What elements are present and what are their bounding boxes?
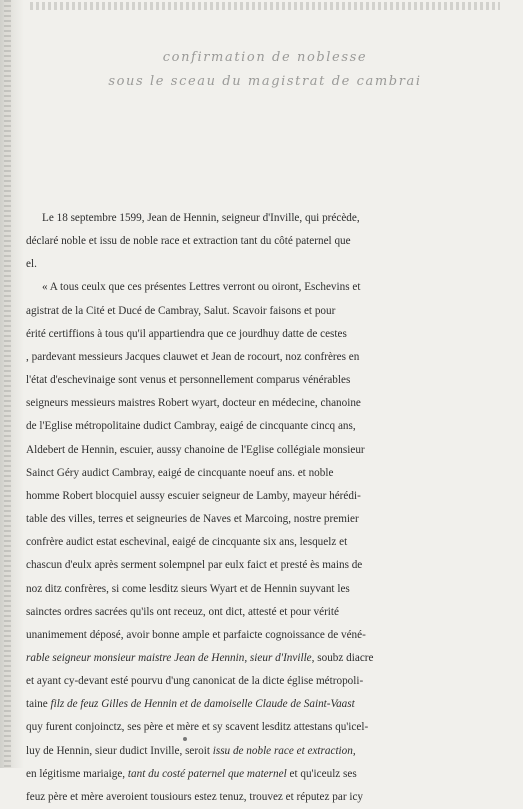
text-segment: luy de Hennin, sieur dudict Inville, seroit xyxy=(26,744,213,757)
text-segment: feuz père et mère averoient tousiours estez tenuz, trouvez et réputez par icy xyxy=(26,790,364,803)
text-line xyxy=(26,647,480,670)
text-segment: et qu'iceulz ses xyxy=(286,767,357,780)
text-line xyxy=(26,392,480,415)
text-line xyxy=(26,369,480,392)
text-segment: table des villes, terres et seigneuries de Naves et Marcoing, nostre premier xyxy=(26,513,359,526)
text-line xyxy=(26,578,480,601)
text-line xyxy=(26,531,480,554)
title-line-1: confirmation de noblesse xyxy=(162,50,368,65)
page-mark xyxy=(183,737,187,741)
text-segment: en légitisme mariaige, xyxy=(26,767,128,780)
text-line xyxy=(26,763,480,786)
text-segment: chascun d'eulx après serment solempnel par eulx faict et presté ès mains de xyxy=(26,559,363,572)
text-line xyxy=(26,323,480,346)
text-line xyxy=(26,693,480,716)
text-line xyxy=(26,508,480,531)
text-segment: Le 18 septembre 1599, Jean de Hennin, seigneur d'Inville, qui précède, xyxy=(42,212,360,224)
text-line xyxy=(26,786,480,809)
text-line xyxy=(26,462,480,485)
text-segment: Sainct Géry audict Cambray, eaigé de cincquante noeuf ans. et noble xyxy=(26,466,334,479)
text-segment: el. xyxy=(26,258,37,271)
text-line xyxy=(26,624,480,647)
text-line xyxy=(26,415,480,438)
text-segment: Aldebert de Hennin, escuier, aussy chanoine de l'Eglise collégiale monsieur xyxy=(26,443,365,456)
text-line xyxy=(26,601,480,624)
text-line xyxy=(26,670,480,693)
text-line xyxy=(26,740,480,763)
text-segment: l'état d'eschevinaige sont venus et personnellement comparus vénérables xyxy=(26,374,351,387)
text-line xyxy=(26,230,480,253)
italic-segment: rable seigneur monsieur maistre Jean de Hennin, sieur d'Inville, xyxy=(26,651,315,664)
body-text xyxy=(26,207,480,809)
text-segment: soubz diacre xyxy=(314,651,374,664)
italic-segment: filz de feuz Gilles de Hennin et de damoiselle Claude de Saint-Vaast xyxy=(50,698,355,711)
text-segment: seigneurs messieurs maistres Robert wyart, docteur en médecine, chanoine xyxy=(26,397,361,410)
text-line xyxy=(26,554,480,577)
text-line xyxy=(26,716,480,739)
text-segment: homme Robert blocquiel aussy escuier seigneur de Lamby, mayeur hérédi- xyxy=(26,489,361,502)
text-line xyxy=(26,253,480,276)
text-segment: agistrat de la Cité et Ducé de Cambray, Salut. Scavoir faisons et pour xyxy=(26,304,336,317)
text-segment: déclaré noble et issu de noble race et extraction tant du côté paternel que xyxy=(26,235,351,248)
italic-segment: issu de noble race et extraction, xyxy=(212,744,356,757)
text-line xyxy=(26,300,480,323)
text-segment: sainctes ordres sacrées qu'ils ont receuz, ont dict, attesté et pour vérité xyxy=(26,605,339,618)
binding-edge xyxy=(4,0,11,768)
text-segment: « A tous ceulx que ces présentes Lettres verront ou oiront, Eschevins et xyxy=(42,281,361,294)
italic-segment: tant du costé paternel que maternel xyxy=(127,767,287,780)
text-line xyxy=(26,439,480,462)
text-segment: quy furent conjoinctz, ses père et mère et sy scavent lesditz attestans qu'icel- xyxy=(26,721,369,734)
text-segment: unanimement déposé, avoir bonne ample et parfaicte cognoissance de véné- xyxy=(26,628,366,641)
text-segment: et ayant cy-devant esté pourvu d'ung canonicat de la dicte église métropoli- xyxy=(26,675,364,688)
text-line xyxy=(26,207,480,230)
text-segment: noz ditz confrères, si come lesditz sieurs Wyart et de Hennin suyvant les xyxy=(26,582,350,595)
text-segment: de l'Eglise métropolitaine dudict Cambray, eaigé de cincquante cincq ans, xyxy=(26,420,356,433)
title-line-2: sous le sceau du magistrat de cambrai xyxy=(108,74,422,89)
text-segment: , pardevant messieurs Jacques clauwet et Jean de rocourt, noz confrères en xyxy=(26,350,360,363)
text-segment: taine xyxy=(26,698,51,711)
text-line xyxy=(26,346,480,369)
top-scan-edge xyxy=(30,2,500,10)
text-line xyxy=(26,485,480,508)
page-title xyxy=(40,46,490,94)
text-segment: érité certiffions à tous qu'il appartiendra que ce jourdhuy datte de cestes xyxy=(26,327,347,340)
text-segment: confrère audict estat eschevinal, eaigé de cincquante six ans, lesquelz et xyxy=(26,536,348,549)
text-line xyxy=(26,276,480,299)
